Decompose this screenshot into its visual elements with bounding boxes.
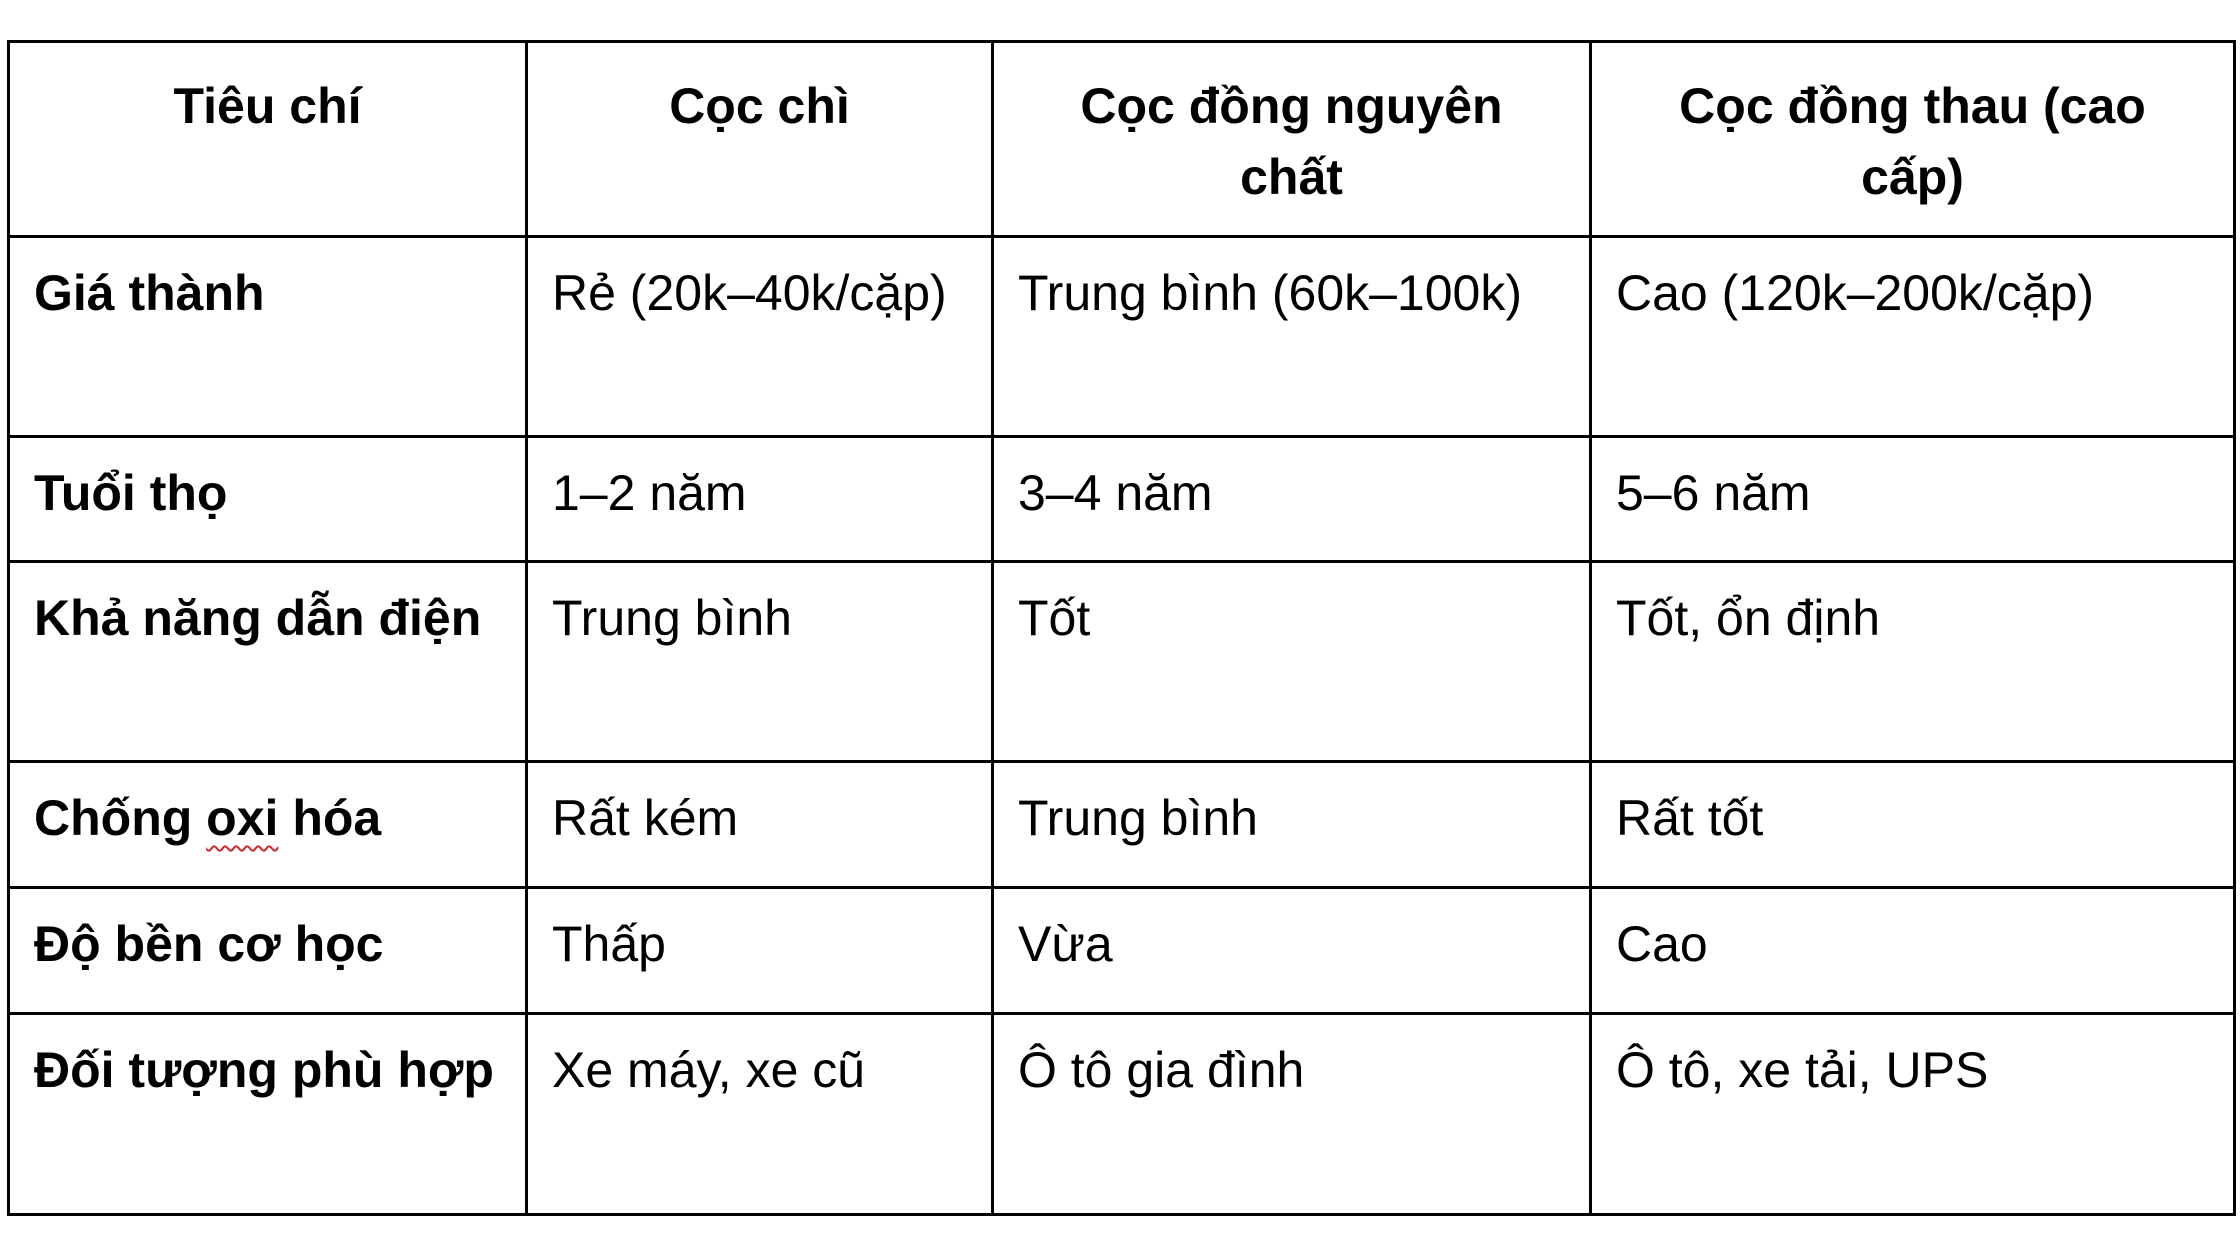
- table-row-price: [9, 237, 2235, 437]
- row-label-lifespan: Tuổi thọ: [9, 437, 527, 562]
- row-label-price: Giá thành: [9, 237, 527, 437]
- table-row-durability: [9, 888, 2235, 1014]
- table-row-oxidation: [9, 762, 2235, 888]
- cell-lead-target: Xe máy, xe cũ: [527, 1014, 993, 1215]
- cell-brass-price: Cao (120k–200k/cặp): [1591, 237, 2235, 437]
- battery-terminal-comparison-table: [7, 40, 2236, 1216]
- cell-lead-conductivity: Trung bình: [527, 562, 993, 762]
- comparison-table-container: [7, 40, 2233, 1216]
- header-lead: Cọc chì: [527, 42, 993, 237]
- cell-lead-lifespan: 1–2 năm: [527, 437, 993, 562]
- cell-copper-conductivity: Tốt: [993, 562, 1591, 762]
- row-label-oxidation-part1: Chống: [34, 790, 207, 846]
- row-label-oxidation-part2: hóa: [278, 790, 382, 846]
- cell-copper-target: Ô tô gia đình: [993, 1014, 1591, 1215]
- cell-copper-price: Trung bình (60k–100k): [993, 237, 1591, 437]
- spellcheck-word: oxi: [206, 790, 279, 846]
- header-copper: Cọc đồng nguyên chất: [993, 42, 1591, 237]
- cell-brass-conductivity: Tốt, ổn định: [1591, 562, 2235, 762]
- header-brass: Cọc đồng thau (cao cấp): [1591, 42, 2235, 237]
- row-label-durability: Độ bền cơ học: [9, 888, 527, 1014]
- cell-copper-oxidation: Trung bình: [993, 762, 1591, 888]
- row-label-oxidation: [9, 762, 527, 888]
- cell-brass-target: Ô tô, xe tải, UPS: [1591, 1014, 2235, 1215]
- cell-copper-lifespan: 3–4 năm: [993, 437, 1591, 562]
- table-row-lifespan: [9, 437, 2235, 562]
- table-row-conductivity: [9, 562, 2235, 762]
- cell-lead-price: Rẻ (20k–40k/cặp): [527, 237, 993, 437]
- cell-lead-durability: Thấp: [527, 888, 993, 1014]
- cell-copper-durability: Vừa: [993, 888, 1591, 1014]
- header-criterion: Tiêu chí: [9, 42, 527, 237]
- cell-brass-lifespan: 5–6 năm: [1591, 437, 2235, 562]
- cell-brass-oxidation: Rất tốt: [1591, 762, 2235, 888]
- row-label-conductivity: Khả năng dẫn điện: [9, 562, 527, 762]
- table-row-target: [9, 1014, 2235, 1215]
- row-label-target: Đối tượng phù hợp: [9, 1014, 527, 1215]
- table-header-row: [9, 42, 2235, 237]
- cell-lead-oxidation: Rất kém: [527, 762, 993, 888]
- cell-brass-durability: Cao: [1591, 888, 2235, 1014]
